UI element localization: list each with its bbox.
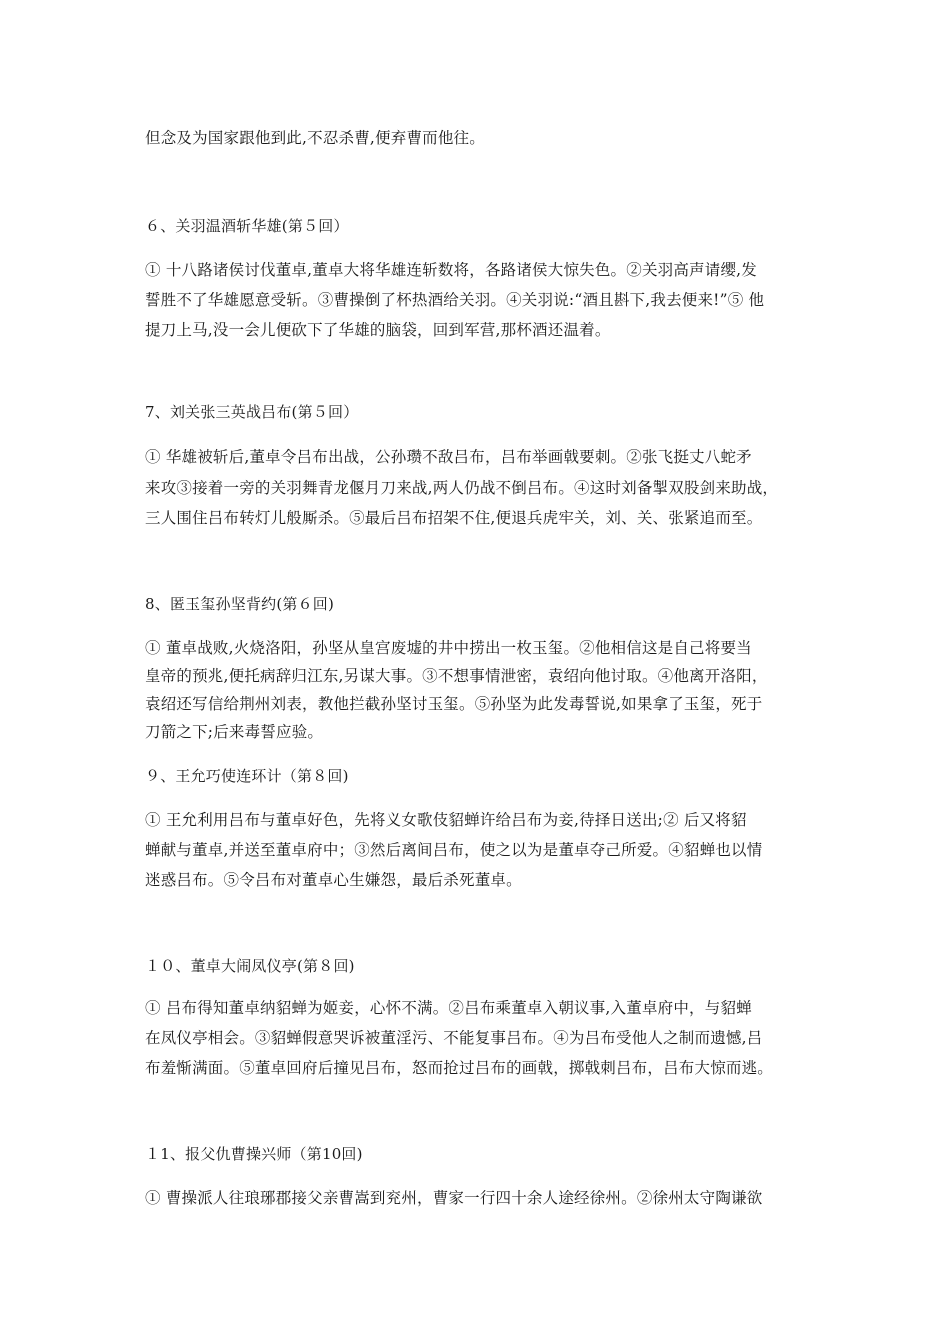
paragraph-line: ① 十八路诸侯讨伐董卓,董卓大将华雄连斩数将，各路诸侯大惊失色。②关羽高声请缨,发 — [145, 261, 757, 279]
paragraph-line: 誓胜不了华雄愿意受斩。③曹操倒了杯热酒给关羽。④关羽说:“酒且斟下,我去便来!”⑤ 他 — [145, 291, 765, 309]
paragraph-line: ① 董卓战败,火烧洛阳，孙坚从皇宫废墟的井中捞出一枚玉玺。②他相信这是自己将要当 — [145, 639, 752, 657]
paragraph-line: 袁绍还写信给荆州刘表，教他拦截孙坚讨玉玺。⑤孙坚为此发毒誓说,如果拿了玉玺，死于 — [145, 695, 763, 713]
paragraph-line: ① 华雄被斩后,董卓令吕布出战，公孙瓒不敌吕布，吕布举画戟要刺。②张飞挺丈八蛇矛 — [145, 448, 752, 466]
paragraph-line: ① 吕布得知董卓纳貂蝉为姬妾，心怀不满。②吕布乘董卓入朝议事,入董卓府中，与貂蝉 — [145, 999, 752, 1017]
paragraph-line: 来攻③接着一旁的关羽舞青龙偃月刀来战,两人仍战不倒吕布。④这时刘备掣双股剑来助战， — [145, 479, 779, 497]
paragraph-line: 蝉献与董卓,并送至董卓府中；③然后离间吕布，使之以为是董卓夺己所爱。④貂蝉也以情 — [145, 841, 763, 859]
paragraph-line: ① 曹操派人往琅琊郡接父亲曹嵩到兖州，曹家一行四十余人途经徐州。②徐州太守陶谦欲 — [145, 1189, 763, 1207]
section-heading: 7、刘关张三英战吕布(第５回） — [145, 403, 359, 421]
section-heading: ６、关羽温酒斩华雄(第５回） — [145, 217, 349, 235]
intro-line: 但念及为国家跟他到此,不忍杀曹,便弃曹而他往。 — [145, 129, 485, 147]
section-heading: ９、王允巧使连环计（第８回) — [145, 767, 349, 785]
section-heading: 8、匿玉玺孙坚背约(第６回) — [145, 595, 335, 613]
paragraph-line: 刀箭之下;后来毒誓应验。 — [145, 723, 324, 741]
paragraph-line: 在凤仪亭相会。③貂蝉假意哭诉被董淫污、不能复事吕布。④为吕布受他人之制而遗憾,吕 — [145, 1029, 763, 1047]
paragraph-line: 三人围住吕布转灯儿般厮杀。⑤最后吕布招架不住,便退兵虎牢关，刘、关、张紧追而至。 — [145, 509, 763, 527]
paragraph-line: ① 王允利用吕布与董卓好色，先将义女歌伎貂蝉许给吕布为妾,待择日送出;② 后又将貂 — [145, 811, 747, 829]
section-heading: １０、董卓大闹凤仪亭(第８回) — [145, 957, 355, 975]
paragraph-line: 迷惑吕布。⑤令吕布对董卓心生嫌怨，最后杀死董卓。 — [145, 871, 522, 889]
paragraph-line: 布羞惭满面。⑤董卓回府后撞见吕布，怒而抢过吕布的画戟，掷戟刺吕布，吕布大惊而逃。 — [145, 1059, 774, 1077]
paragraph-line: 提刀上马,没一会儿便砍下了华雄的脑袋，回到军营,那杯酒还温着。 — [145, 321, 611, 339]
section-heading: １1、报父仇曹操兴师（第10回) — [145, 1145, 363, 1163]
paragraph-line: 皇帝的预兆,便托病辞归江东,另谋大事。③不想事情泄密，袁绍向他讨取。④他离开洛阳， — [145, 667, 768, 685]
